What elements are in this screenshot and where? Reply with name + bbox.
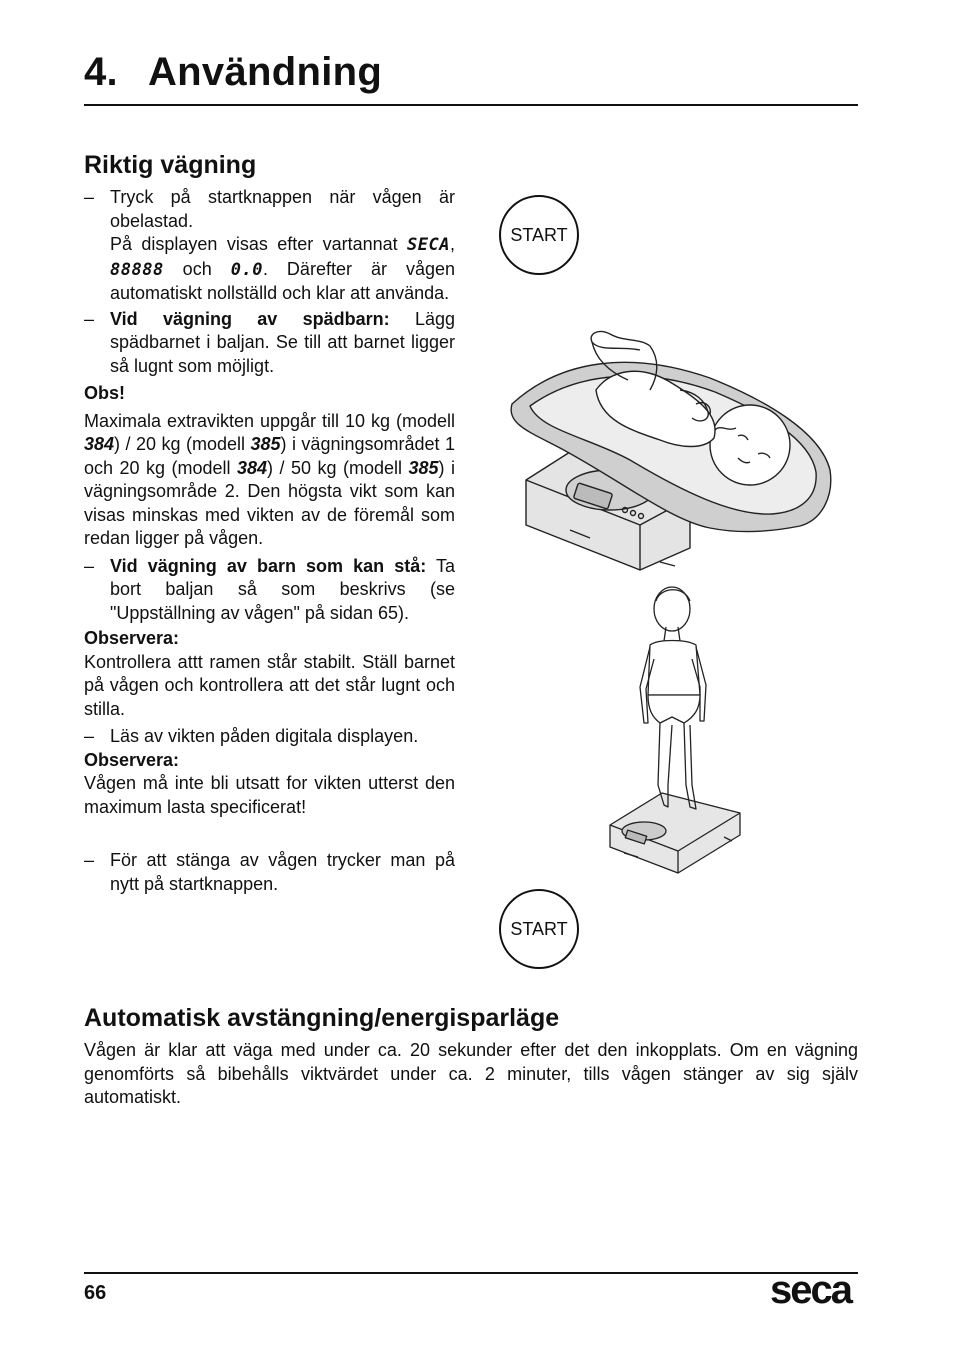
list-item: – För att stänga av vågen trycker man på nytt på startknappen. <box>84 850 455 894</box>
riktig-vagning-column <box>84 186 455 896</box>
list-item: – Vid vägning av spädbarn: Lägg spädbarnet i baljan. Se till att barnet ligger så lugnt som möjligt. <box>84 308 456 376</box>
automatisk-text: Vågen är klar att väga med under ca. 20 sekunder efter det den inkopplats. Om en vägning genomförts så bibehålls viktvärdet under ca. 2 minuter, tills vågen stänger av sig själv automatiskt. <box>84 1040 858 1107</box>
obs-text: Maximala extravikten uppgår till 10 kg (modell 384) / 20 kg (modell 385) i vägningsområdet 1 och 20 kg (modell 384) / 50 kg (modell 385) i vägningsområde 2. Den högsta vikt som kan visas minskas med vikten av de föremål som redan ligger på vågen. <box>84 410 455 548</box>
obs-label: Obs! <box>84 383 126 403</box>
lcd-zero: 0.0 <box>230 259 263 280</box>
observera-label: Observera: <box>84 749 180 770</box>
list-item: – Tryck på startknappen när vågen är obelastad. På displayen visas efter vartannat SECA, 88888 och 0.0. Därefter är vågen automatiskt nollställd och klar att använda. <box>84 187 456 303</box>
section-heading-riktig-vagning: Riktig vägning <box>84 151 257 179</box>
lcd-88888: 88888 <box>110 259 164 280</box>
observera-label: Observera: <box>84 628 180 648</box>
lcd-seca: SECA <box>407 235 450 255</box>
header-rule <box>84 104 858 106</box>
page-title: 4. Användning <box>84 50 383 94</box>
start-button-illustration: START <box>499 195 579 275</box>
list-item: – Vid vägning av barn som kan stå: Ta bort baljan så som beskrivs (se "Uppställning av vågen" på sidan 65). <box>84 555 456 623</box>
list-item: – Läs av vikten påden digitala displayen. <box>84 726 419 746</box>
footer-rule <box>84 1272 858 1274</box>
section-heading-automatisk: Automatisk avstängning/energisparläge <box>84 1004 560 1032</box>
start-button-illustration: START <box>499 889 579 969</box>
baby-scale-illustration <box>500 320 840 575</box>
page-number: 66 <box>84 1282 107 1304</box>
brand-logo: seca <box>770 1268 851 1312</box>
observera-text: Kontrollera attt ramen står stabilt. Ställ barnet på vågen och kontrollera att det står lugnt och stilla. <box>84 651 455 719</box>
observera-text: Vågen må inte bli utsatt for vikten utterst den maximum lasta specificerat! <box>84 773 455 817</box>
child-standing-illustration <box>604 585 744 880</box>
